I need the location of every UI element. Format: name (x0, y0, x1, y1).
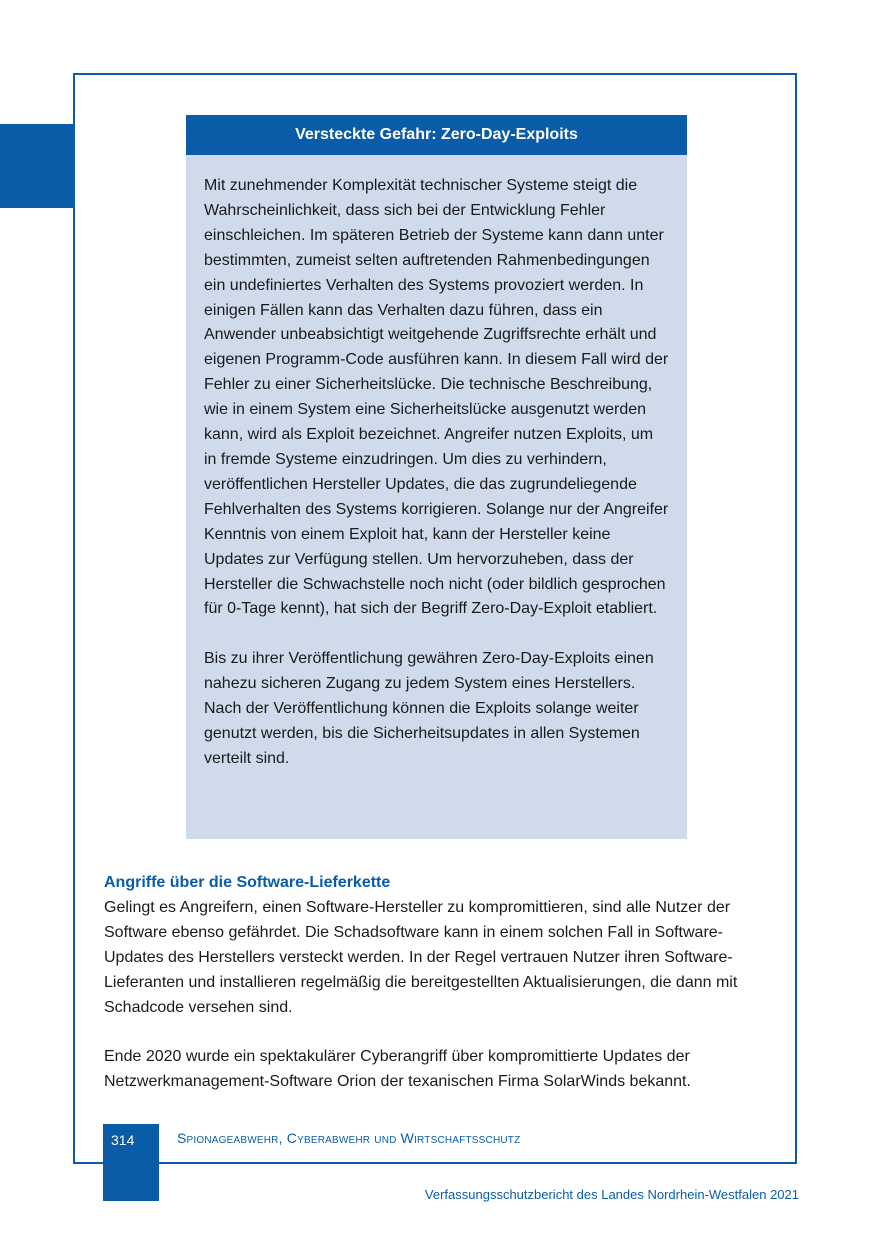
section-paragraph: Gelingt es Angreifern, einen Software-Hersteller zu kompromittieren, sind alle Nutzer der Software ebenso gefährdet. Die Schadsoftware kann in einem solchen Fall in Software-Updates des Herstellers versteckt werden. In der Regel vertrauen Nutzer ihren Software-Lieferanten und installieren regelmäßig die bereitgestellten Aktualisierungen, die dann mit Schadcode versehen sind. (104, 898, 738, 1016)
info-box (186, 115, 687, 839)
info-box-title: Versteckte Gefahr: Zero-Day-Exploits (186, 115, 687, 155)
section-heading: Angriffe über die Software-Lieferkette (104, 874, 391, 891)
info-box-paragraph: Mit zunehmender Komplexität technischer Systeme steigt die Wahrscheinlichkeit, dass sich bei der Entwicklung Fehler einschleichen. Im späteren Betrieb der Systeme kann dann unter bestimmten, zumeist selten auftretenden Rahmenbedingungen ein undefiniertes Verhalten des Systems provoziert werden. In einigen Fällen kann das Verhalten dazu führen, dass ein Anwender unbeabsichtigt weitgehende Zugriffsrechte erhält und eigenen Programm-Code ausführen kann. In diesem Fall wird der Fehler zu einer Sicherheitslücke. Die technische Beschreibung, wie in einem System eine Sicherheitslücke ausgenutzt werden kann, wird als Exploit bezeichnet. Angreifer nutzen Exploits, um in fremde Systeme einzudringen. Um dies zu verhindern, veröffentlichen Hersteller Updates, die das zugrundeliegende Fehlverhalten des Systems korrigieren. Solange nur der Angreifer Kenntnis von einem Exploit hat, kann der Hersteller keine Updates zur Verfügung stellen. Um hervorzuheben, dass der Hersteller die Schwachstelle noch nicht (oder bildlich gesprochen für 0-Tage kennt), hat sich der Begriff Zero-Day-Exploit etabliert. (204, 177, 669, 618)
main-section (104, 871, 776, 1095)
publication-footer: Verfassungsschutzbericht des Landes Nordrhein-Westfalen 2021 (424, 1187, 799, 1202)
chapter-side-tab (0, 124, 75, 208)
page-number: 314 (103, 1124, 159, 1201)
chapter-title: Spionageabwehr, Cyberabwehr und Wirtschaftsschutz (177, 1130, 521, 1146)
info-box-body (186, 155, 687, 772)
info-box-paragraph: Bis zu ihrer Veröffentlichung gewähren Zero-Day-Exploits einen nahezu sicheren Zugang zu jedem System eines Herstellers. Nach der Veröffentlichung können die Exploits solange weiter genutzt werden, bis die Sicherheitsupdates in allen Systemen verteilt sind. (204, 650, 654, 767)
section-paragraph: Ende 2020 wurde ein spektakulärer Cyberangriff über kompromittierte Updates der Netzwerkmanagement-Software Orion der texanischen Firma SolarWinds bekannt. (104, 1048, 691, 1091)
